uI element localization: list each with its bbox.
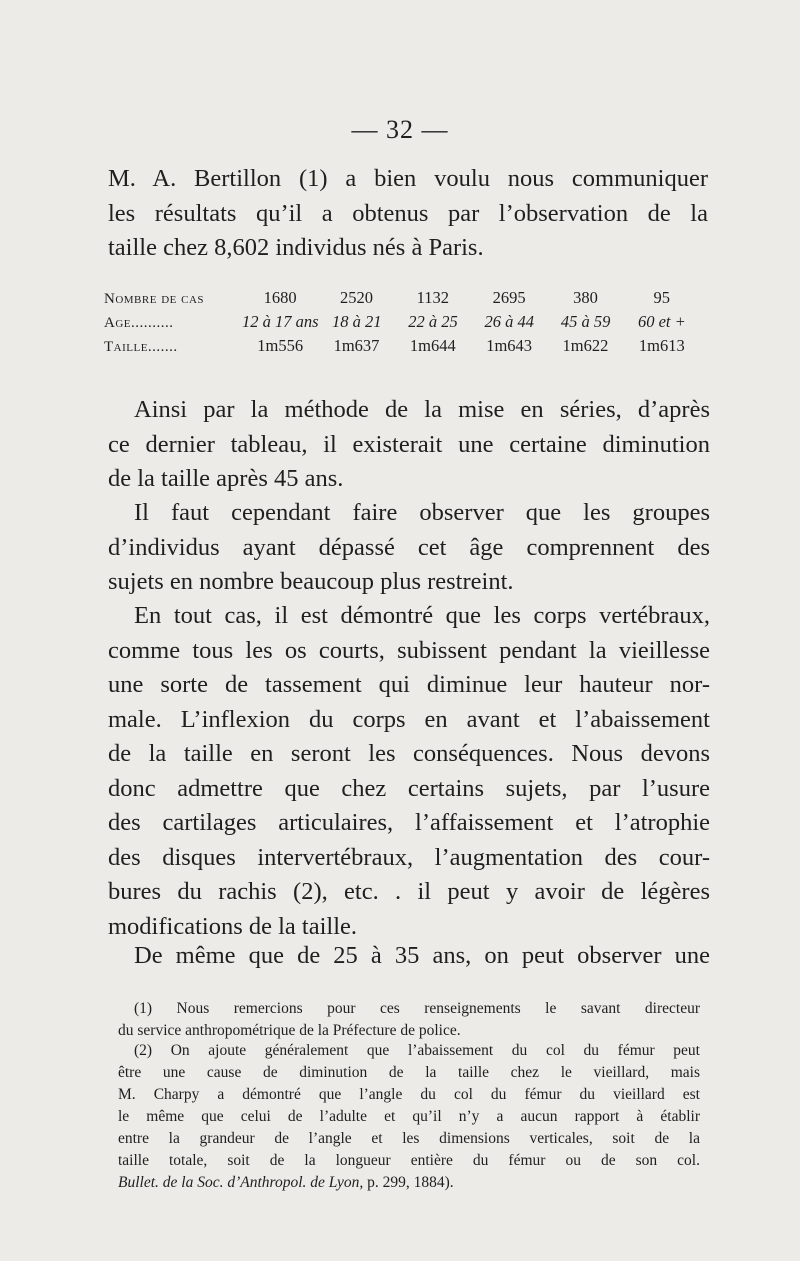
text-line: Ainsi par la méthode de la mise en séries, d’après [134, 396, 710, 423]
paragraph-de-meme [108, 939, 710, 974]
text-line: M. A. Bertillon (1) a bien voulu nous communiquer [108, 165, 708, 192]
table-cell: 2520 [339, 288, 373, 307]
text-line: taille chez 8,602 individus nés à Paris. [108, 234, 484, 261]
text-line: modifications de la taille. [108, 912, 358, 940]
footnote-line: M. Charpy a démontré que l’angle du col du fémur du vieillard est [118, 1086, 700, 1103]
table-cell: 22 à 25 [408, 312, 458, 331]
footnote-line: (2) On ajoute généralement que l’abaissement du col du fémur peut [134, 1042, 700, 1059]
table-row-cases [104, 288, 700, 312]
text-line: De même que de 25 à 35 ans, on peut observer une [134, 942, 710, 969]
text-line: Il faut cependant faire observer que les groupes [134, 499, 710, 526]
text-line: une sorte de tassement qui diminue leur hauteur nor- [108, 671, 710, 698]
text-line: d’individus ayant dépassé cet âge comprennent des [108, 533, 710, 561]
paragraph-ainsi [108, 393, 710, 497]
text-line: bures du rachis (2), etc. . il peut y avoir de légères [108, 878, 710, 905]
text-line: donc admettre que chez certains sujets, par l’usure [108, 774, 710, 802]
table-row-age [104, 312, 700, 336]
row-label: Taille....... [104, 339, 178, 355]
text-line: les résultats qu’il a obtenus par l’observation de la [108, 199, 708, 227]
footnote-line: du service anthropométrique de la Préfecture de police. [118, 1022, 461, 1039]
text-line: comme tous les os courts, subissent pendant la vieillesse [108, 636, 710, 664]
table-cell: 95 [653, 288, 671, 307]
table-cell: 1m613 [638, 336, 685, 355]
footnote-line: (1) Nous remercions pour ces renseignements le savant directeur [134, 1000, 700, 1017]
table-cell: 18 à 21 [331, 312, 382, 331]
table-cell: 12 à 17 ans [242, 312, 319, 331]
table-cell: 2695 [492, 288, 526, 307]
text-line: sujets en nombre beaucoup plus restreint. [108, 568, 514, 595]
table-cell: 1m622 [562, 336, 609, 355]
stature-table [104, 288, 700, 360]
table-cell: 45 à 59 [560, 312, 611, 331]
text-line: des cartilages articulaires, l’affaissement et l’atrophie [108, 809, 710, 836]
footnote-line: taille totale, soit de la longueur entière du fémur ou de son col. [118, 1152, 700, 1169]
footnote-line: être une cause de diminution de la taille chez le vieillard, mais [118, 1064, 700, 1081]
text-line: des disques intervertébraux, l’augmentation des cour- [108, 843, 710, 871]
footnote-1 [118, 998, 700, 1042]
table-cell: 380 [573, 288, 598, 307]
text-line: ce dernier tableau, il existerait une certaine diminution [108, 430, 710, 458]
paragraph-en-tout-cas [108, 599, 710, 944]
table-cell: 60 et + [637, 312, 686, 331]
intro-paragraph [108, 162, 708, 266]
footnote-2 [118, 1040, 700, 1194]
table-cell: 1132 [416, 288, 450, 307]
paragraph-il-faut [108, 496, 710, 600]
page-number: — 32 — [351, 115, 449, 144]
row-label: Nombre de cas [104, 291, 205, 307]
text-line: de la taille après 45 ans. [108, 465, 344, 492]
table-cell: 1m556 [257, 336, 304, 355]
footnote-line: le même que celui de l’adulte et qu’il n’y a aucun rapport à établir [118, 1108, 700, 1125]
footnote-citation-line [118, 1172, 700, 1194]
table-cell: 1680 [263, 288, 297, 307]
table-row-height [104, 336, 700, 360]
text-line: En tout cas, il est démontré que les corps vertébraux, [134, 602, 710, 629]
table-cell: 26 à 44 [484, 312, 535, 331]
table-cell: 1m637 [333, 336, 380, 355]
text-line: male. L’inflexion du corps en avant et l’abaissement [108, 705, 710, 733]
table-cell: 1m644 [409, 336, 456, 355]
table-cell: 1m643 [486, 336, 533, 355]
footnote-citation: Bullet. de la Soc. d’Anthropol. de Lyon, [118, 1174, 364, 1191]
text-line: de la taille en seront les conséquences. Nous devons [108, 740, 710, 767]
row-label: Age.......... [104, 315, 174, 331]
footnote-line: entre la grandeur de l’angle et les dimensions verticales, soit de la [118, 1130, 700, 1147]
footnote-citation-rest: p. 299, 1884). [363, 1174, 454, 1191]
